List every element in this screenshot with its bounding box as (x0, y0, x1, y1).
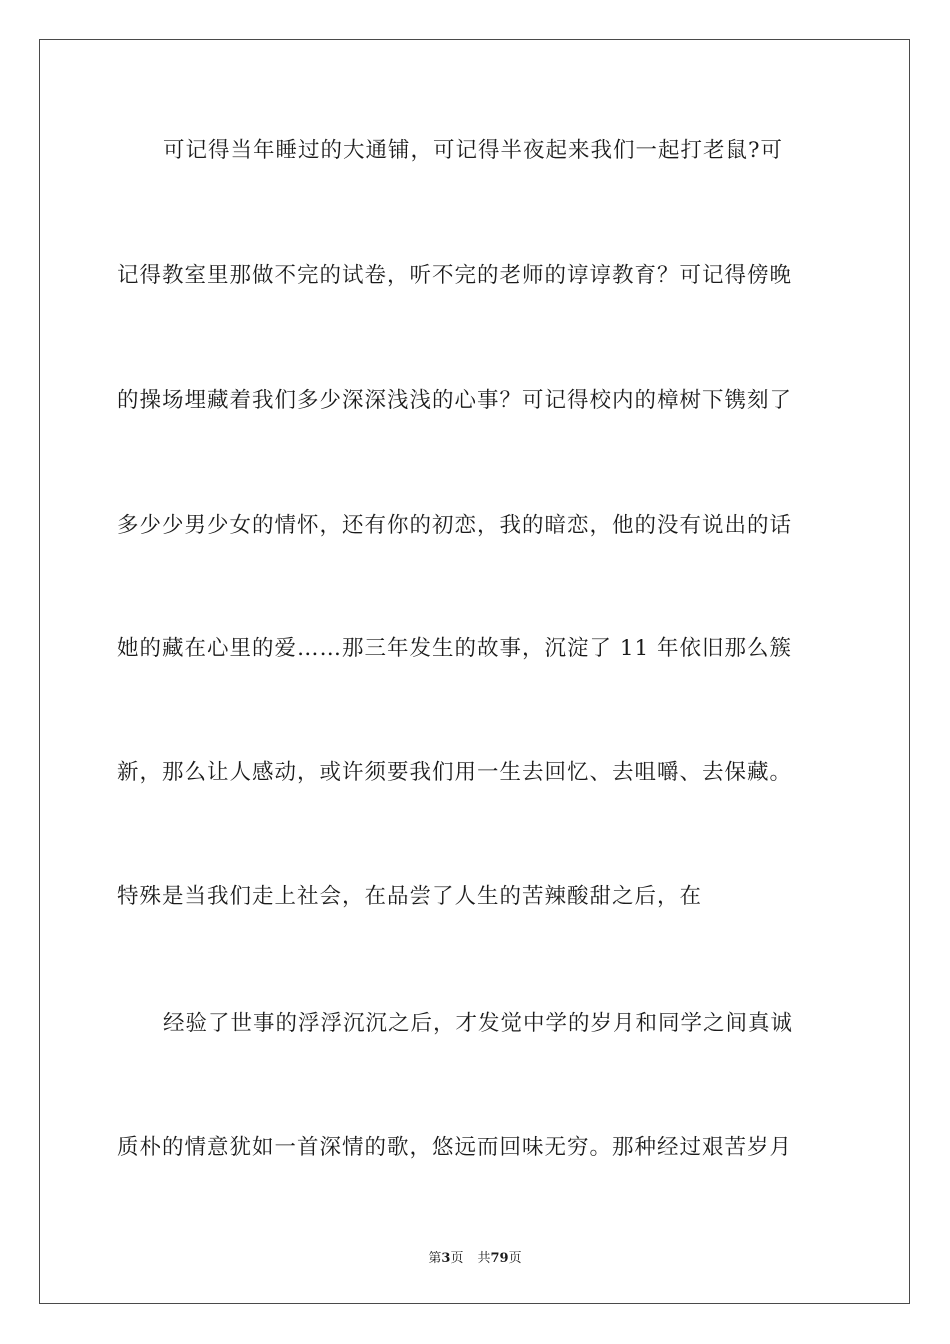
page-border (39, 39, 910, 1304)
page-number: 3 (441, 1251, 451, 1266)
total-suffix: 页 (508, 1251, 522, 1266)
paragraph-1-line-6: 新，那么让人感动，或许须要我们用一生去回忆、去咀嚼、去保藏。 (117, 760, 793, 785)
paragraph-2-line-2: 质朴的情意犹如一首深情的歌，悠远而回味无穷。那种经过艰苦岁月 (117, 1135, 793, 1160)
page-prefix: 第 (428, 1251, 442, 1266)
paragraph-1-line-7: 特殊是当我们走上社会，在品尝了人生的苦辣酸甜之后，在 (117, 884, 703, 909)
total-pages: 79 (490, 1251, 509, 1266)
paragraph-1-line-1: 可记得当年睡过的大通铺，可记得半夜起来我们一起打老鼠?可 (163, 138, 784, 163)
paragraph-1-line-2: 记得教室里那做不完的试卷，听不完的老师的谆谆教育？可记得傍晚 (117, 263, 793, 288)
paragraph-1-line-4: 多少少男少女的情怀，还有你的初恋，我的暗恋，他的没有说出的话 (117, 513, 793, 538)
paragraph-2-line-1: 经验了世事的浮浮沉沉之后，才发觉中学的岁月和同学之间真诚 (163, 1011, 794, 1036)
total-prefix: 共 (477, 1251, 491, 1266)
paragraph-1-line-3: 的操场埋藏着我们多少深深浅浅的心事？可记得校内的樟树下镌刻了 (117, 388, 793, 413)
page-suffix: 页 (450, 1251, 464, 1266)
paragraph-1-line-5: 她的藏在心里的爱……那三年发生的故事，沉淀了 11 年依旧那么簇 (117, 636, 793, 661)
page-footer (0, 1247, 950, 1266)
